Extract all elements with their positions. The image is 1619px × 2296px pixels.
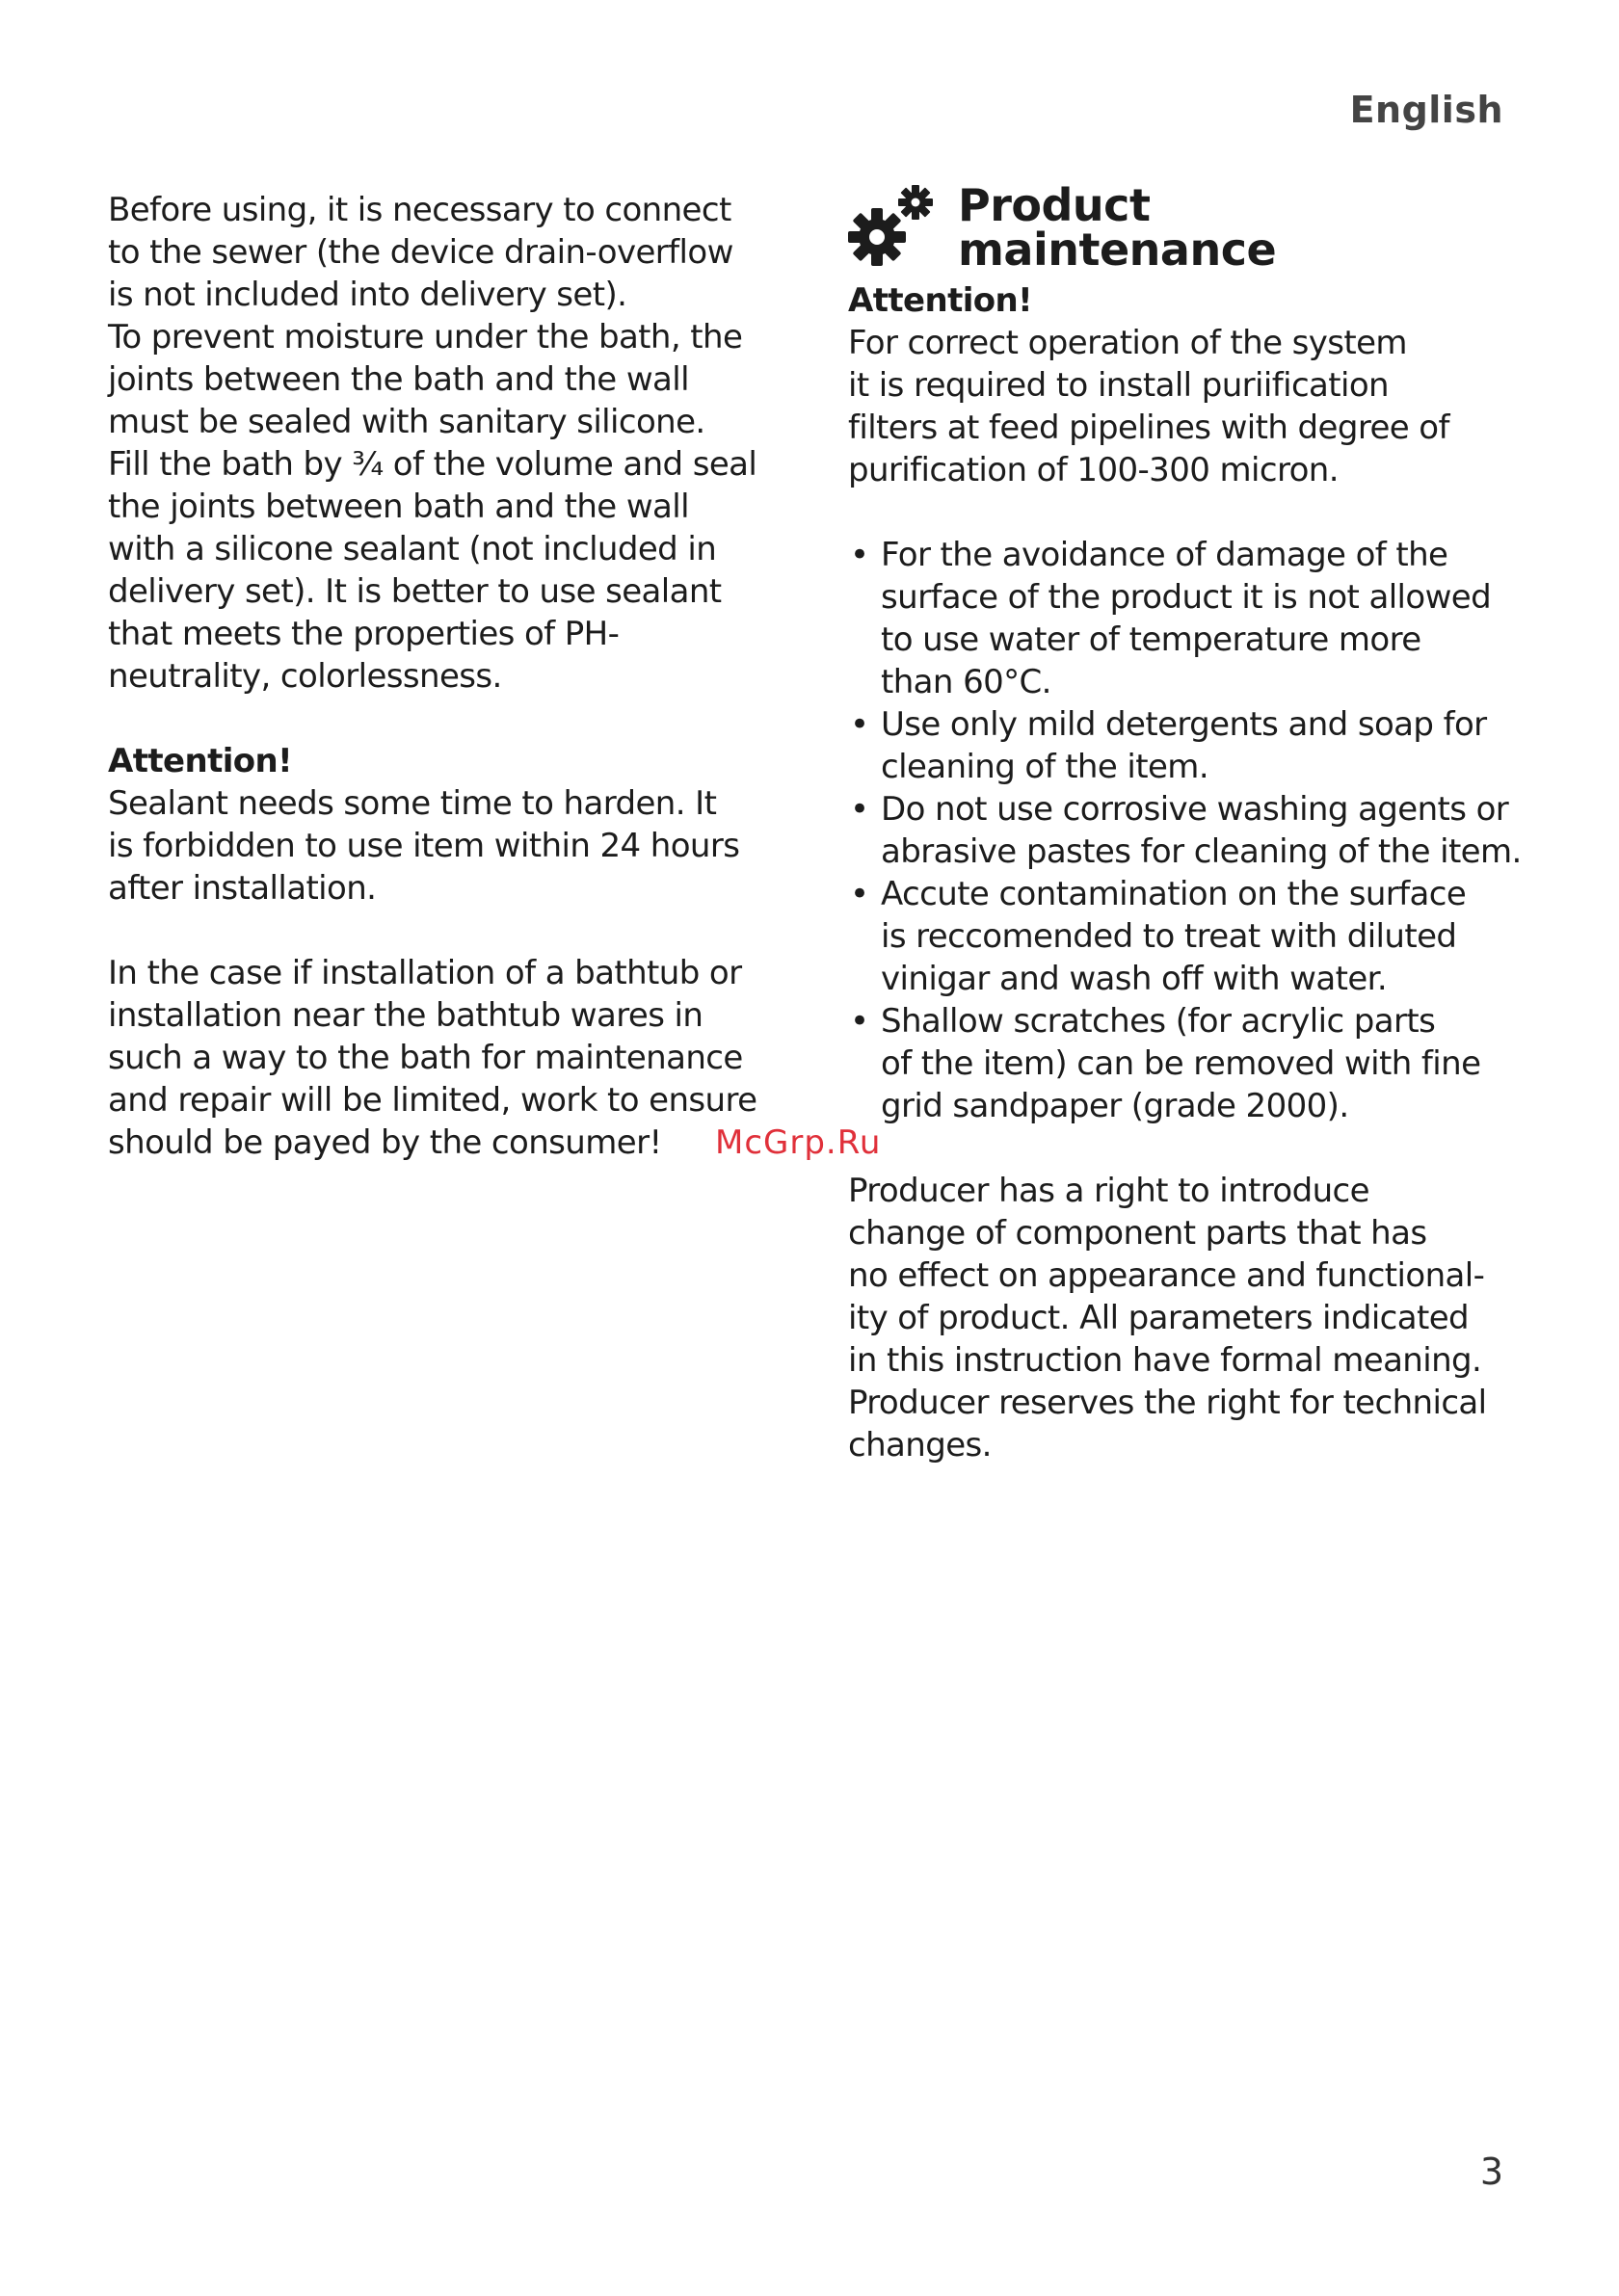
heading-line: maintenance	[958, 224, 1277, 276]
watermark: McGrp.Ru	[715, 1123, 882, 1162]
text-line: delivery set). It is better to use sealant	[108, 572, 722, 611]
text-line: ity of product. All parameters indicated	[848, 1299, 1470, 1337]
text-line: In the case if installation of a bathtub or	[108, 954, 742, 992]
text-line: it is required to install puriification	[848, 366, 1390, 405]
text-line: purification of 100-300 micron.	[848, 451, 1339, 489]
text-line: with a silicone sealant (not included in	[108, 530, 717, 568]
text-line: that meets the properties of PH-	[108, 615, 620, 653]
text-line: is forbidden to use item within 24 hours	[108, 827, 740, 865]
text-line: such a way to the bath for maintenance	[108, 1039, 743, 1077]
text-line: to the sewer (the device drain-overflow	[108, 233, 733, 272]
spacer	[108, 698, 773, 740]
attention-label: Attention!	[848, 281, 1033, 320]
text-line: vinigar and wash off with water.	[881, 960, 1388, 998]
producer-paragraph	[848, 1170, 1523, 1466]
text-line: than 60°C.	[881, 663, 1051, 701]
text-line: after installation.	[108, 869, 377, 908]
text-line: in this instruction have formal meaning.	[848, 1341, 1482, 1380]
attention-paragraph	[108, 740, 773, 910]
text-line: • Accute contamination on the surface	[881, 875, 1467, 913]
text-line: filters at feed pipelines with degree of	[848, 409, 1449, 447]
text-line: • Do not use corrosive washing agents or	[881, 790, 1509, 829]
text-line: • Use only mild detergents and soap for	[881, 705, 1487, 744]
text-line: should be payed by the consumer!	[108, 1123, 662, 1162]
text-line: joints between the bath and the wall	[108, 360, 689, 399]
text-line: of the item) can be removed with fine	[881, 1044, 1481, 1083]
spacer	[848, 491, 1523, 534]
text-line: • For the avoidance of damage of the	[881, 536, 1448, 574]
text-line: to use water of temperature more	[881, 620, 1421, 659]
list-item	[848, 534, 1523, 703]
text-line: cleaning of the item.	[881, 748, 1209, 786]
heading-line: Product	[958, 179, 1151, 231]
section-heading-block	[848, 179, 1523, 279]
text-line: • Shallow scratches (for acrylic parts	[881, 1002, 1436, 1041]
gear-icon	[848, 183, 937, 272]
page-number: 3	[1479, 2151, 1503, 2193]
care-instructions-list	[848, 534, 1523, 1127]
text-line: surface of the product it is not allowed	[881, 578, 1492, 617]
attention-label: Attention!	[108, 742, 293, 780]
text-line: no effect on appearance and functional-	[848, 1256, 1485, 1295]
language-label: English	[1349, 89, 1503, 131]
text-line: is not included into delivery set).	[108, 276, 627, 314]
text-line: is reccomended to treat with diluted	[881, 917, 1457, 956]
text-line: installation near the bathtub wares in	[108, 996, 703, 1035]
text-line: Before using, it is necessary to connect	[108, 191, 731, 229]
spacer	[848, 1127, 1523, 1170]
text-line: grid sandpaper (grade 2000).	[881, 1087, 1349, 1125]
text-line: neutrality, colorlessness.	[108, 657, 502, 696]
right-column	[848, 179, 1523, 1466]
section-heading	[958, 179, 1277, 276]
list-item	[848, 703, 1523, 788]
spacer	[108, 910, 773, 952]
text-line: abrasive pastes for cleaning of the item.	[881, 832, 1522, 871]
installation-paragraph	[108, 952, 773, 1164]
text-line: the joints between bath and the wall	[108, 488, 689, 526]
text-line: To prevent moisture under the bath, the	[108, 318, 743, 356]
intro-paragraph	[108, 189, 773, 698]
list-item	[848, 788, 1523, 873]
text-line: and repair will be limited, work to ensure	[108, 1081, 757, 1120]
list-item	[848, 1000, 1523, 1127]
list-item	[848, 873, 1523, 1000]
left-column	[108, 189, 773, 1164]
text-line: Producer has a right to introduce	[848, 1172, 1369, 1210]
text-line: Sealant needs some time to harden. It	[108, 784, 717, 823]
text-line: changes.	[848, 1426, 992, 1465]
text-line: change of component parts that has	[848, 1214, 1427, 1253]
attention-paragraph	[848, 279, 1523, 491]
text-line: For correct operation of the system	[848, 324, 1407, 362]
text-line: Producer reserves the right for technical	[848, 1384, 1487, 1422]
text-line: Fill the bath by ¾ of the volume and seal	[108, 445, 757, 484]
text-line: must be sealed with sanitary silicone.	[108, 403, 705, 441]
